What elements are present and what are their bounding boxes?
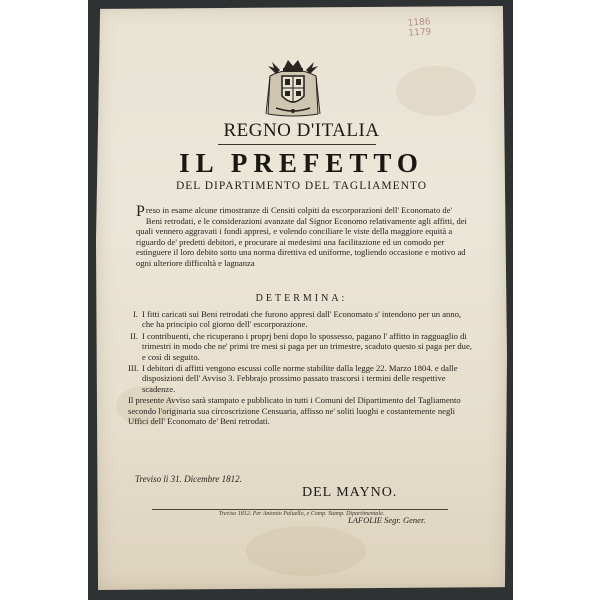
preamble-paragraph	[136, 205, 470, 269]
articles-list	[128, 309, 472, 426]
pencil-annotation-line-2: 1179	[408, 27, 432, 39]
pencil-annotation	[407, 17, 431, 39]
document-title: IL PREFETTO	[179, 148, 424, 178]
article-item	[128, 331, 472, 362]
prefect-signature: DEL MAYNO.	[302, 485, 398, 500]
article-text: I fitti caricati sui Beni retrodati che furono appresi dall' Economato s' intendono per un anno, che ha principio col giorno dell' escorporazione.	[142, 309, 462, 330]
place-and-date: Treviso li 31. Dicembre 1812.	[135, 474, 242, 484]
kingdom-heading: REGNO D'ITALIA	[223, 120, 380, 141]
preamble-initial: P	[136, 203, 145, 220]
heading-divider	[218, 144, 376, 145]
publication-clause: Il presente Avviso sarà stampato e pubblicato in tutti i Comuni del Dipartimento del Tagliamento secondo l'originaria sua circoscrizione Censuaria, affisso ne' soliti luoghi e costantemente negli Uffici dell' Economato de' Beni retrodati.	[128, 395, 461, 427]
article-text: I contribuenti, che ricuperano i proprj beni dopo lo spossesso, pagano l' affitto in ragguaglio di trimestri in modo che ne' primi tre mesi si paga per un trimestre, scaduto questo si paga per due, e così di seguito.	[142, 330, 472, 362]
imprint-divider	[152, 509, 448, 510]
pencil-annotation-line-1: 1186	[407, 17, 431, 29]
article-number: I.	[132, 309, 138, 319]
royal-coat-of-arms-emblem	[262, 58, 324, 118]
determina-heading: DETERMINA:	[255, 293, 348, 304]
article-number: II.	[130, 330, 138, 341]
article-item	[128, 309, 472, 330]
paper-stain	[396, 66, 476, 116]
secretary-signature: LAFOLIE Segr. Gener.	[348, 515, 426, 525]
article-text: I debitori di affitti vengono escussi colle norme stabilite dalla legge 22. Marzo 1804. e dalle disposizioni dell' Avviso 3. Febbrajo prossimo passato trascorsi i termini delle respettive scadenze.	[142, 363, 458, 394]
preamble-text: reso in esame alcune rimostranze di Censiti colpiti da escorporazioni dell' Economato de' Beni retrodati, e le considerazioni avanzate dal Signor Economo relativamente agli affitti, dei quali vennero aggravati i fondi appresi, e volendo conciliare le viste della maggiore equità a riguardo de' predetti debitori, e procurare ai medesimi una facilitazione ed un comodo per estinguere il loro debito sotto una norma direttiva ed uniforme, togliendo occasione e motivo ad ogni ulteriore difficoltà e lagnanza	[136, 205, 467, 268]
paper-stain	[246, 526, 366, 576]
article-item	[128, 363, 472, 394]
printer-imprint: Treviso 1812. Per Antonio Paluello, e Comp. Stamp. Dipartimentale.	[218, 511, 385, 517]
article-number: III.	[128, 363, 139, 374]
department-subtitle: DEL DIPARTIMENTO DEL TAGLIAMENTO	[175, 180, 428, 192]
